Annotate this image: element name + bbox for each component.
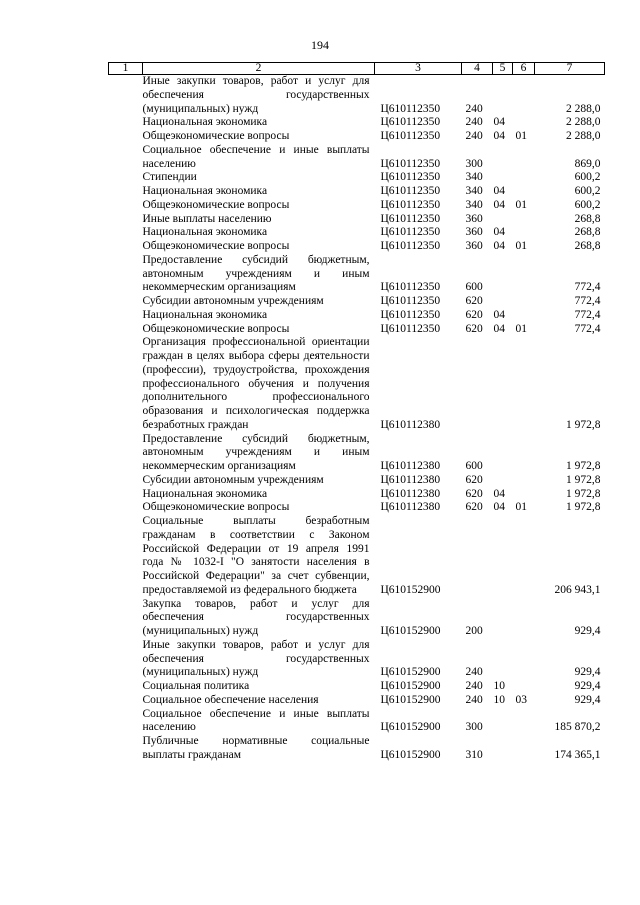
expense-type-code: 600: [465, 281, 483, 294]
amount: 1 972,8: [566, 501, 601, 514]
amount: 1 972,8: [566, 418, 601, 431]
row-spacer-cell: [109, 130, 143, 144]
row-spacer-cell: [109, 501, 143, 515]
item-name: Общеэкономические вопросы: [142, 198, 290, 211]
expense-type-code: 620: [465, 501, 483, 514]
table-row: [109, 226, 605, 240]
row-spacer-cell: [109, 75, 143, 117]
target-article-code: Ц610112350: [380, 116, 441, 129]
subsection-code: [513, 185, 535, 199]
target-article-code: Ц610152900: [380, 693, 441, 706]
subsection-code: [513, 708, 535, 736]
expense-type-code: 600: [465, 460, 483, 472]
section-code: 10: [493, 693, 505, 706]
row-spacer-cell: [109, 323, 143, 337]
row-spacer-cell: [109, 185, 143, 199]
amount: 174 365,1: [554, 748, 601, 761]
item-name: Иные выплаты населению: [142, 212, 272, 225]
target-article-code: Ц610112350: [380, 295, 441, 307]
section-code: [493, 708, 513, 736]
table-row: [109, 295, 605, 309]
expense-type-code: 620: [465, 295, 483, 307]
expense-type-code: [462, 336, 493, 432]
expense-type-code: 310: [465, 748, 483, 761]
target-article-code: Ц610112350: [380, 102, 441, 115]
target-article-code: Ц610112350: [380, 185, 441, 197]
target-article-code: Ц610152900: [380, 625, 441, 637]
amount: 772,4: [574, 322, 601, 335]
section-code: [493, 171, 513, 185]
expense-type-code: 620: [465, 322, 483, 335]
section-code: 04: [493, 226, 505, 239]
amount: 206 943,1: [554, 583, 601, 596]
target-article-code: Ц610152900: [380, 583, 441, 596]
section-code: [493, 336, 513, 432]
item-name: Национальная экономика: [142, 185, 268, 197]
column-header-4: 4: [462, 63, 493, 75]
section-code: [493, 515, 513, 598]
amount: 772,4: [574, 308, 601, 321]
row-spacer-cell: [109, 295, 143, 309]
expense-type-code: 360: [465, 240, 483, 252]
item-name: Организация профессиональной ориентации граждан в целях выбора сферы деятельности (профессии), трудоустройства, прохождения профессионального обучения и получения дополнительного профессионального образования и психологическая поддержка безработных граждан: [142, 336, 370, 431]
row-spacer-cell: [109, 336, 143, 432]
subsection-code: [513, 598, 535, 639]
row-spacer-cell: [109, 116, 143, 130]
target-article-code: Ц610112350: [380, 322, 441, 335]
table-row: [109, 598, 605, 639]
amount: 772,4: [574, 295, 601, 307]
table-row: [109, 433, 605, 474]
table-row: [109, 501, 605, 515]
table-row: [109, 708, 605, 736]
amount: 929,4: [574, 666, 601, 679]
item-name: Публичные нормативные социальные выплаты гражданам: [142, 735, 370, 761]
table-row: [109, 144, 605, 172]
table-row: [109, 639, 605, 680]
expense-type-code: 620: [465, 308, 483, 321]
amount: 929,4: [574, 680, 601, 692]
item-name: Социальное обеспечение и иные выплаты населению: [142, 707, 370, 734]
row-spacer-cell: [109, 144, 143, 172]
subsection-code: [513, 433, 535, 474]
table-row: [109, 515, 605, 598]
item-name: Предоставление субсидий бюджетным, автономным учреждениям и иным некоммерческим организациям: [142, 253, 370, 294]
amount: 600,2: [574, 185, 601, 197]
subsection-code: [513, 171, 535, 185]
subsection-code: 01: [515, 130, 527, 142]
row-spacer-cell: [109, 708, 143, 736]
subsection-code: [513, 309, 535, 323]
subsection-code: [513, 336, 535, 432]
item-name: Общеэкономические вопросы: [142, 240, 290, 252]
table-row: [109, 75, 605, 117]
table-row: [109, 116, 605, 130]
row-spacer-cell: [109, 639, 143, 680]
target-article-code: Ц610112350: [380, 157, 441, 170]
expense-type-code: 240: [465, 130, 483, 142]
section-code: 04: [493, 116, 505, 129]
row-spacer-cell: [109, 213, 143, 227]
amount: 929,4: [574, 693, 601, 706]
target-article-code: Ц610152900: [380, 721, 441, 734]
expense-type-code: 240: [465, 666, 483, 679]
row-spacer-cell: [109, 226, 143, 240]
amount: 929,4: [574, 625, 601, 637]
table-row: [109, 171, 605, 185]
section-code: 04: [493, 322, 505, 335]
expense-type-code: 240: [465, 680, 483, 692]
amount: 185 870,2: [554, 721, 601, 734]
subsection-code: 01: [515, 198, 527, 211]
subsection-code: [513, 213, 535, 227]
subsection-code: [513, 488, 535, 502]
column-header-3: 3: [375, 63, 462, 75]
target-article-code: Ц610112350: [380, 130, 441, 142]
expense-type-code: 240: [465, 693, 483, 706]
subsection-code: [513, 254, 535, 295]
expense-type-code: 620: [465, 487, 483, 500]
item-name: Предоставление субсидий бюджетным, автономным учреждениям и иным некоммерческим организациям: [142, 432, 370, 472]
subsection-code: 01: [515, 501, 527, 514]
table-row: [109, 680, 605, 694]
target-article-code: Ц610112380: [380, 460, 441, 472]
target-article-code: Ц610112350: [380, 281, 441, 294]
subsection-code: [513, 639, 535, 680]
section-code: 04: [493, 240, 505, 252]
subsection-code: [513, 226, 535, 240]
page-number: 194: [311, 38, 329, 52]
item-name: Субсидии автономным учреждениям: [142, 473, 324, 486]
expense-type-code: 360: [465, 212, 483, 225]
item-name: Субсидии автономным учреждениям: [142, 295, 324, 307]
subsection-code: [513, 116, 535, 130]
column-header-6: 6: [513, 63, 535, 75]
section-code: [493, 474, 513, 488]
table-row: [109, 488, 605, 502]
target-article-code: Ц610112380: [380, 487, 441, 500]
amount: 1 972,8: [566, 460, 601, 472]
expense-type-code: 620: [465, 473, 483, 486]
target-article-code: Ц610112350: [380, 308, 441, 321]
row-spacer-cell: [109, 199, 143, 213]
amount: 1 972,8: [566, 487, 601, 500]
target-article-code: Ц610152900: [380, 748, 441, 761]
target-article-code: Ц610152900: [380, 680, 441, 692]
expense-type-code: 240: [465, 116, 483, 129]
expense-type-code: 300: [465, 721, 483, 734]
expense-type-code: 200: [465, 625, 483, 637]
item-name: Социальные выплаты безработным гражданам в соответствии с Законом Российской Федерации от 19 апреля 1991 года № 1032-I "О занятости населения в Российской Федерации" за счет субвенции, предоставляемой из федерального бюджета: [142, 515, 370, 596]
row-spacer-cell: [109, 735, 143, 763]
row-spacer-cell: [109, 488, 143, 502]
section-code: [493, 735, 513, 763]
item-name: Иные закупки товаров, работ и услуг для обеспечения государственных (муниципальных) нужд: [142, 75, 370, 115]
row-spacer-cell: [109, 254, 143, 295]
section-code: 10: [493, 680, 505, 692]
table-row: [109, 474, 605, 488]
amount: 2 288,0: [566, 130, 601, 142]
section-code: [493, 639, 513, 680]
amount: 268,8: [574, 240, 601, 252]
section-code: 04: [493, 130, 505, 142]
expense-type-code: 340: [465, 198, 483, 211]
item-name: Национальная экономика: [142, 226, 268, 239]
expense-type-code: 300: [465, 157, 483, 170]
target-article-code: Ц610112380: [380, 501, 441, 514]
table-row: [109, 694, 605, 708]
section-code: 04: [493, 185, 505, 197]
table-row: [109, 254, 605, 295]
target-article-code: Ц610112350: [380, 198, 441, 211]
section-code: [493, 75, 513, 117]
table-row: [109, 130, 605, 144]
section-code: [493, 295, 513, 309]
target-article-code: Ц610112380: [380, 418, 441, 431]
item-name: Стипендии: [142, 171, 197, 184]
expense-type-code: 340: [465, 171, 483, 184]
amount: 600,2: [574, 171, 601, 184]
expense-type-code: [462, 515, 493, 598]
subsection-code: [513, 680, 535, 694]
column-header-7: 7: [535, 63, 605, 75]
row-spacer-cell: [109, 515, 143, 598]
amount: 268,8: [574, 212, 601, 225]
table-row: [109, 323, 605, 337]
expense-type-code: 240: [465, 102, 483, 115]
section-code: [493, 213, 513, 227]
expense-type-code: 360: [465, 226, 483, 239]
row-spacer-cell: [109, 474, 143, 488]
target-article-code: Ц610152900: [380, 666, 441, 679]
item-name: Социальное обеспечение населения: [142, 693, 319, 706]
budget-table: [108, 62, 605, 763]
amount: 2 288,0: [566, 116, 601, 129]
subsection-code: [513, 735, 535, 763]
target-article-code: Ц610112350: [380, 212, 441, 225]
section-code: 04: [493, 487, 505, 500]
amount: 268,8: [574, 226, 601, 239]
subsection-code: 01: [515, 240, 527, 252]
table-row: [109, 185, 605, 199]
table-header-row: [109, 63, 605, 75]
row-spacer-cell: [109, 240, 143, 254]
column-header-5: 5: [493, 63, 513, 75]
amount: 2 288,0: [566, 102, 601, 115]
section-code: [493, 144, 513, 172]
table-row: [109, 213, 605, 227]
subsection-code: [513, 515, 535, 598]
row-spacer-cell: [109, 680, 143, 694]
row-spacer-cell: [109, 171, 143, 185]
item-name: Национальная экономика: [142, 116, 268, 129]
target-article-code: Ц610112350: [380, 226, 441, 239]
item-name: Общеэкономические вопросы: [142, 130, 290, 142]
table-body: [109, 75, 605, 763]
section-code: 04: [493, 198, 505, 211]
item-name: Общеэкономические вопросы: [142, 322, 290, 335]
column-header-1: 1: [109, 63, 143, 75]
amount: 772,4: [574, 281, 601, 294]
subsection-code: 01: [515, 322, 527, 335]
row-spacer-cell: [109, 694, 143, 708]
subsection-code: [513, 144, 535, 172]
item-name: Национальная экономика: [142, 487, 268, 500]
column-header-2: 2: [143, 63, 375, 75]
section-code: [493, 433, 513, 474]
table-row: [109, 199, 605, 213]
section-code: 04: [493, 308, 505, 321]
subsection-code: [513, 75, 535, 117]
row-spacer-cell: [109, 598, 143, 639]
amount: 600,2: [574, 198, 601, 211]
item-name: Общеэкономические вопросы: [142, 501, 290, 514]
section-code: 04: [493, 501, 505, 514]
table-row: [109, 336, 605, 432]
section-code: [493, 254, 513, 295]
subsection-code: 03: [515, 693, 527, 706]
item-name: Социальное обеспечение и иные выплаты населению: [142, 143, 370, 170]
section-code: [493, 598, 513, 639]
target-article-code: Ц610112380: [380, 473, 441, 486]
table-row: [109, 240, 605, 254]
item-name: Социальная политика: [142, 680, 250, 692]
subsection-code: [513, 474, 535, 488]
item-name: Национальная экономика: [142, 308, 268, 321]
expense-type-code: 340: [465, 185, 483, 197]
target-article-code: Ц610112350: [380, 240, 441, 252]
row-spacer-cell: [109, 309, 143, 323]
item-name: Иные закупки товаров, работ и услуг для обеспечения государственных (муниципальных) нужд: [142, 638, 370, 679]
table-row: [109, 309, 605, 323]
amount: 869,0: [574, 157, 601, 170]
table-row: [109, 735, 605, 763]
row-spacer-cell: [109, 433, 143, 474]
item-name: Закупка товаров, работ и услуг для обеспечения государственных (муниципальных) нужд: [142, 597, 370, 637]
amount: 1 972,8: [566, 473, 601, 486]
target-article-code: Ц610112350: [380, 171, 441, 184]
subsection-code: [513, 295, 535, 309]
